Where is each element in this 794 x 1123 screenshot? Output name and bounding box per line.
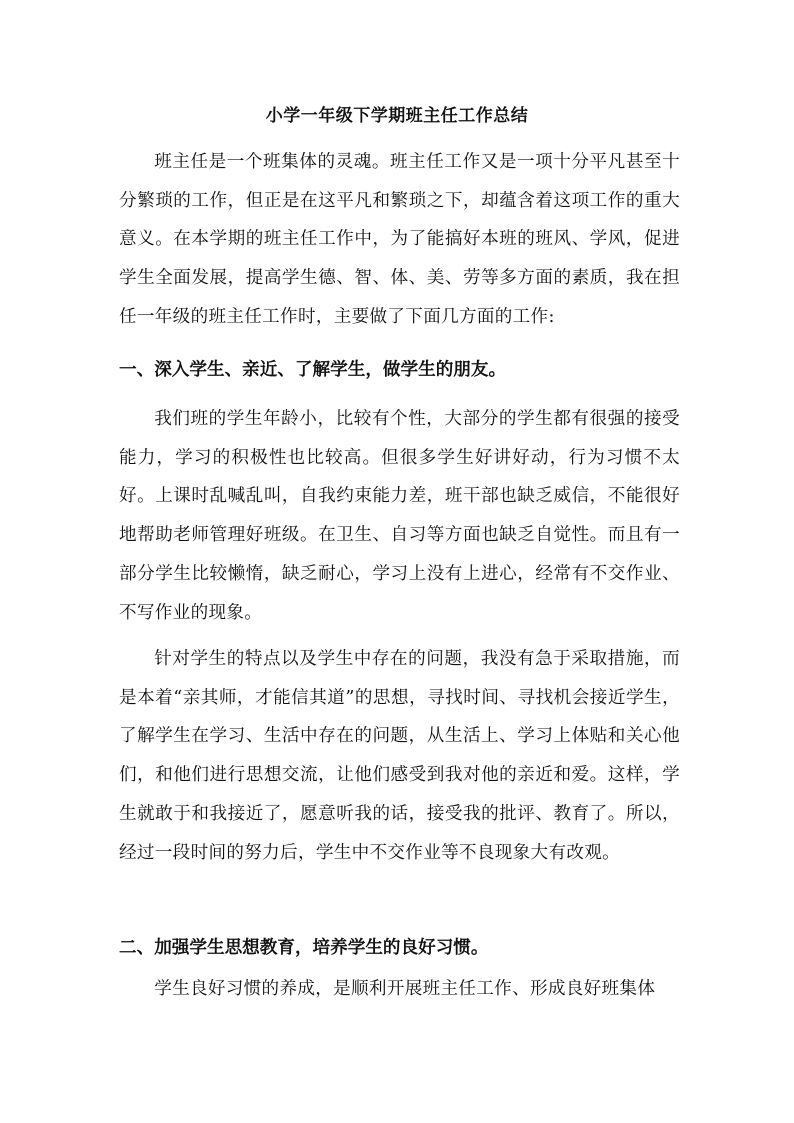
paragraph-text: 针对学生的特点以及学生中存在的问题，我没有急于采取措施，而是本着“亲其师，才能信其道”的思想，寻找时间、寻找机会接近学生，了解学生在学习、生活中存在的问题，从生活上、学习上体贴和关心他们，和他们进行思想交流，让他们感受到我对他的亲近和爱。这样，学生就敢于和我接近了，愿意听我的话，接受我的批评、教育了。所以，经过一段时间的努力后，学生中不交作业等不良现象大有改观。 [119, 649, 680, 863]
paragraph-section-1b [119, 640, 680, 872]
paragraph-text: 学生良好习惯的养成，是顺利开展班主任工作、形成良好班集体 [154, 979, 656, 999]
section-heading-2: 二、加强学生思想教育，培养学生的良好习惯。 [119, 937, 489, 958]
document-title: 小学一年级下学期班主任工作总结 [265, 106, 529, 126]
paragraph-text: 我们班的学生年龄小，比较有个性，大部分的学生都有很强的接受能力，学习的积极性也比较高。但很多学生好讲好动，行为习惯不太好。上课时乱喊乱叫，自我约束能力差，班干部也缺乏威信，不能很好地帮助老师管理好班级。在卫生、自习等方面也缺乏自觉性。而且有一部分学生比较懒惰，缺乏耐心，学习上没有上进心，经常有不交作业、不写作业的现象。 [119, 409, 680, 623]
paragraph-intro [119, 143, 680, 337]
paragraph-text: 班主任是一个班集体的灵魂。班主任工作又是一项十分平凡甚至十分繁琐的工作，但正是在这平凡和繁琐之下，却蕴含着这项工作的重大意义。在本学期的班主任工作中，为了能搞好本班的班风、学风，促进学生全面发展，提高学生德、智、体、美、劳等多方面的素质，我在担任一年级的班主任工作时，主要做了下面几方面的工作: [119, 152, 680, 327]
section-heading-1: 一、深入学生、亲近、了解学生，做学生的朋友。 [119, 359, 507, 380]
paragraph-section-2 [119, 970, 680, 1009]
paragraph-section-1 [119, 400, 680, 632]
